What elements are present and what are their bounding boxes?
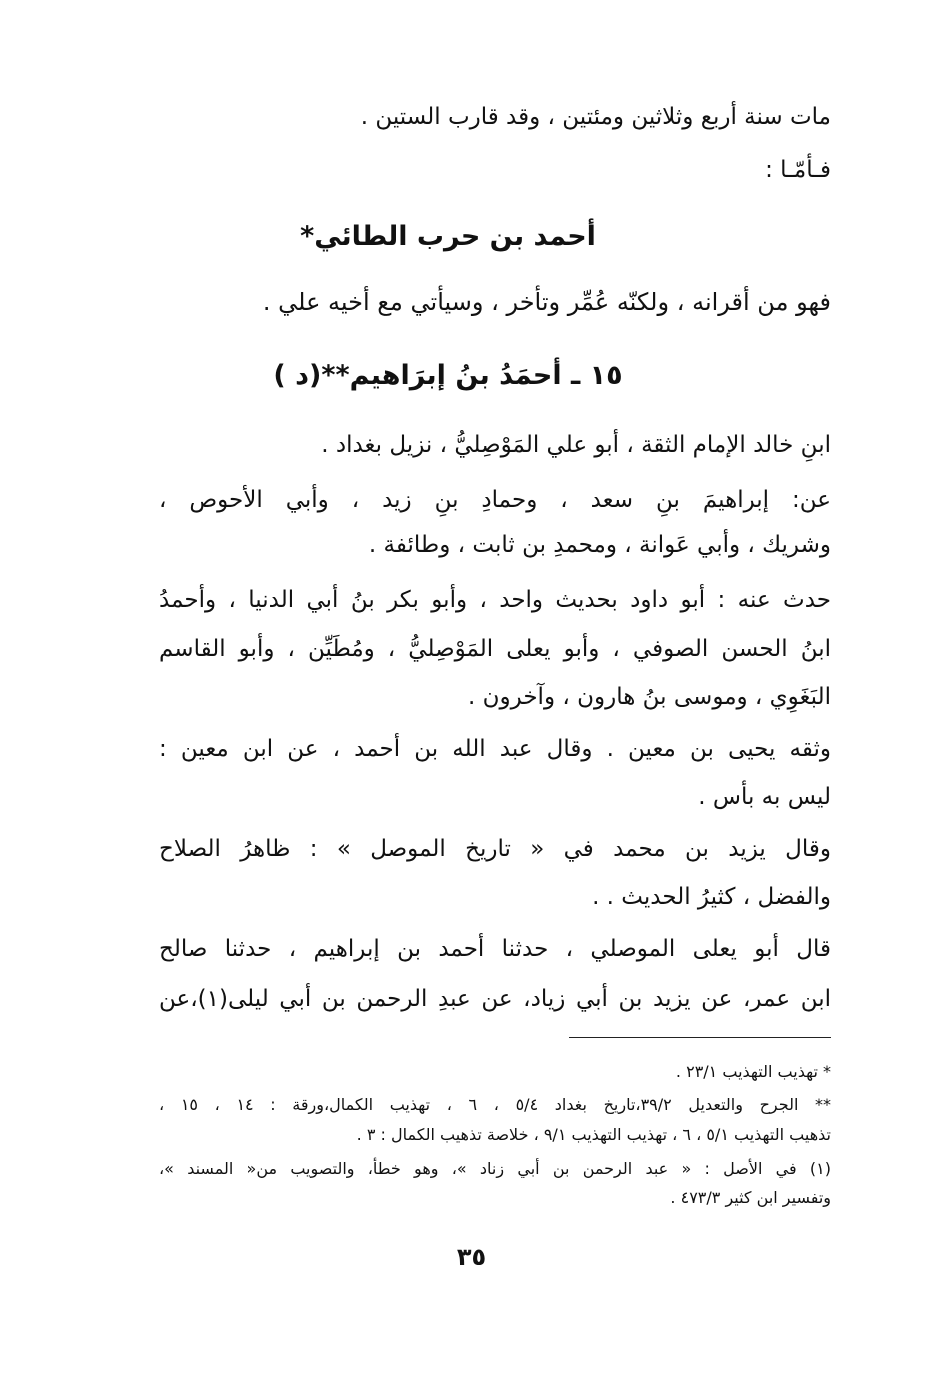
text-line-9: حدث عنه : أبو داود بحديث واحد ، وأبو بكر بنُ أبي الدنيا ، وأحمدُ <box>159 587 831 613</box>
text-line-11: البَغَوِي ، وموسى بنُ هارون ، وآخرون . <box>468 684 831 710</box>
footnote-2-continued: تذهيب التهذيب ٥/١ ، ٦ ، تهذيب التهذيب ٩/١ ، خلاصة تذهيب الكمال : ٣ . <box>356 1125 831 1144</box>
footnote-3-continued: وتفسير ابن كثير ٤٧٣/٣ . <box>670 1188 831 1207</box>
text-line-4: فهو من أقرانه ، ولكنّه عُمِّر وتأخر ، وسيأتي مع أخيه علي . <box>262 288 831 316</box>
footnote-divider <box>569 1037 831 1038</box>
text-line-15: والفضل ، كثيرُ الحديث . . <box>592 884 831 910</box>
footnote-1: * تهذيب التهذيب ٢٣/١ . <box>675 1062 831 1081</box>
entry-heading-15: ١٥ ـ أحمَدُ بنُ إبرَاهيم**(د ) <box>273 360 623 391</box>
text-line-8: وشريك ، وأبي عَوانة ، ومحمدِ بن ثابت ، وطائفة . <box>368 532 831 558</box>
footnote-2: ** الجرح والتعديل ٣٩/٢،تاريخ بغداد ٥/٤ ، ٦ ، تهذيب الكمال،ورقة : ١٤ ، ١٥ ، <box>159 1095 831 1114</box>
text-line-12: وثقه يحيى بن معين . وقال عبد الله بن أحمد ، عن ابن معين : <box>159 736 831 762</box>
footnote-3: (١) في الأصل : « عبد الرحمن بن أبي زناد »، وهو خطأ، والتصويب من« المسند »، <box>159 1159 831 1178</box>
text-line-14: وقال يزيد بن محمد في « تاريخ الموصل » : ظاهرُ الصلاح <box>159 836 831 862</box>
text-line-10: ابنُ الحسن الصوفي ، وأبو يعلى المَوْصِليُّ ، ومُطَيِّن ، وأبو القاسم <box>159 636 831 662</box>
text-line-2: فـأمّـا : <box>765 157 831 183</box>
section-heading-ahmad-ibn-harb: أحمد بن حرب الطائي* <box>300 221 596 252</box>
page-number: ٣٥ <box>456 1243 487 1271</box>
text-line-7: عن: إبراهيمَ بنِ سعد ، وحمادِ بنِ زيد ، وأبي الأحوص ، <box>159 487 831 513</box>
text-line-1: مات سنة أربع وثلاثين ومئتين ، وقد قارب الستين . <box>360 104 831 130</box>
text-line-6: ابنِ خالد الإمام الثقة ، أبو علي المَوْصِليُّ ، نزيل بغداد . <box>321 432 831 458</box>
text-line-16: قال أبو يعلى الموصلي ، حدثنا أحمد بن إبراهيم ، حدثنا صالح <box>159 936 831 962</box>
text-line-17: ابن عمر، عن يزيد بن أبي زياد، عن عبدِ الرحمن بن أبي ليلى(١)،عن <box>159 986 831 1012</box>
text-line-13: ليس به بأس . <box>698 784 831 810</box>
